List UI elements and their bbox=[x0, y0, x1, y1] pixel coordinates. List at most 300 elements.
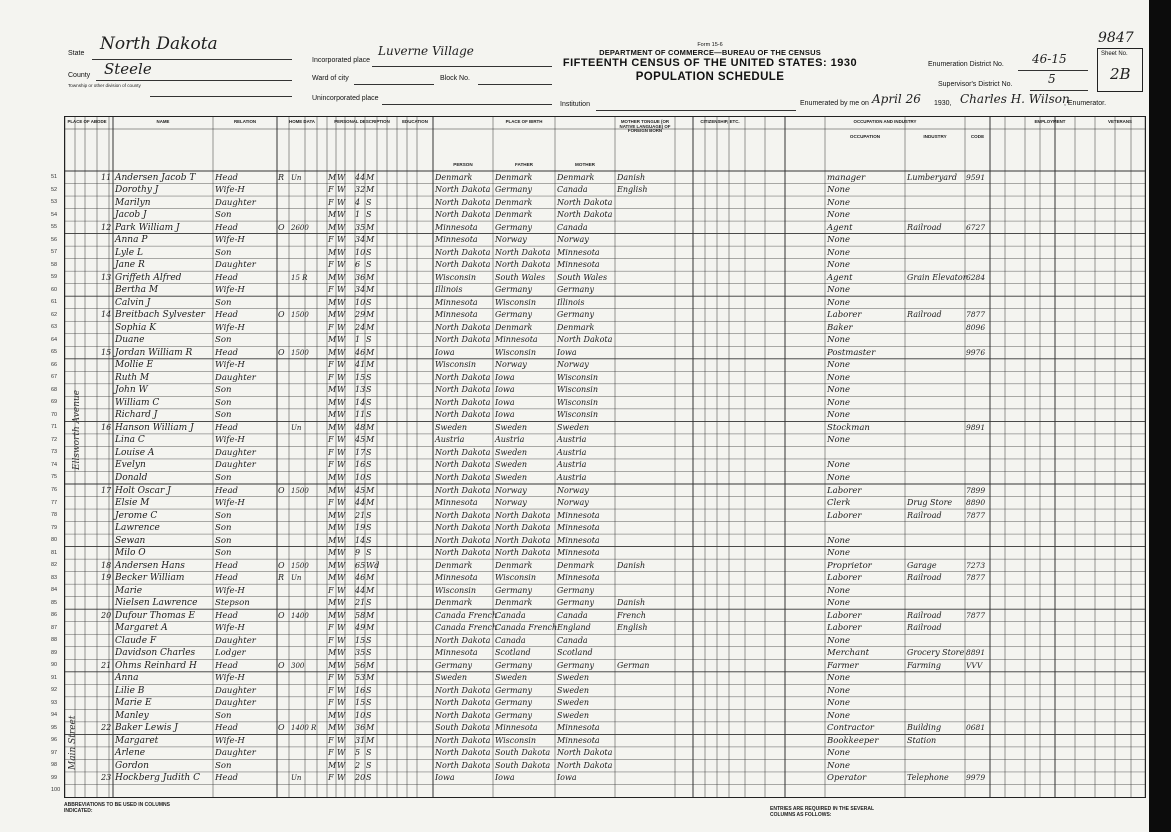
row-race: W bbox=[337, 272, 346, 282]
row-relation: Wife-H bbox=[215, 623, 245, 634]
row-age: 32 bbox=[355, 185, 366, 195]
row-occupation: Agent bbox=[827, 272, 853, 283]
row-marital: S bbox=[366, 297, 372, 307]
row-sex: M bbox=[328, 660, 337, 670]
row-occupation: None bbox=[827, 535, 851, 546]
row-occupation: Proprietor bbox=[827, 560, 872, 571]
row-birth: North Dakota bbox=[435, 748, 491, 758]
row-age: 21 bbox=[355, 510, 366, 520]
row-mother: Sweden bbox=[557, 685, 590, 695]
row-occupation: None bbox=[827, 360, 851, 371]
row-sex: F bbox=[328, 372, 334, 382]
row-line: 87 bbox=[51, 624, 58, 631]
row-occupation: Laborer bbox=[827, 623, 862, 634]
row-occupation: None bbox=[827, 385, 851, 396]
row-occupation: None bbox=[827, 235, 851, 246]
row-race: W bbox=[337, 710, 346, 720]
ward-label: Ward of city bbox=[312, 75, 349, 82]
row-birth: North Dakota bbox=[435, 760, 491, 770]
sheet-label: Sheet No. bbox=[1101, 51, 1128, 57]
row-mother: North Dakota bbox=[557, 335, 613, 345]
row-father: Denmark bbox=[495, 322, 533, 332]
row-sex: F bbox=[328, 498, 334, 508]
row-age: 15 bbox=[355, 372, 366, 382]
row-occupation: None bbox=[827, 247, 851, 258]
column-group-header: NAME bbox=[156, 119, 170, 124]
row-father: Norway bbox=[495, 485, 527, 495]
row-line: 58 bbox=[51, 261, 58, 268]
row-age: 6 bbox=[355, 260, 361, 270]
row-name: Bertha M bbox=[115, 285, 159, 296]
row-race: W bbox=[337, 510, 346, 520]
row-name: Richard J bbox=[115, 410, 158, 421]
enum-district-value: 46-15 bbox=[1032, 52, 1067, 66]
row-father: Sweden bbox=[495, 422, 528, 432]
row-sex: M bbox=[328, 335, 337, 345]
abbrev-title: ABBREVIATIONS TO BE USED IN COLUMNS INDICATED: bbox=[64, 802, 170, 814]
row-sex: F bbox=[328, 285, 334, 295]
row-age: 4 bbox=[355, 197, 361, 207]
row-marital: M bbox=[366, 485, 375, 495]
row-occupation: Laborer bbox=[827, 573, 862, 584]
row-marital: M bbox=[366, 347, 375, 357]
row-sex: M bbox=[328, 485, 337, 495]
row-sex: F bbox=[328, 623, 334, 633]
county-label: County bbox=[68, 72, 91, 79]
row-value: 1400 bbox=[291, 611, 309, 620]
row-owned: O bbox=[278, 222, 285, 232]
row-marital: S bbox=[366, 748, 372, 758]
row-sex: M bbox=[328, 210, 337, 220]
row-occupation: Clerk bbox=[827, 498, 851, 509]
row-race: W bbox=[337, 610, 346, 620]
row-race: W bbox=[337, 460, 346, 470]
row-industry: Farming bbox=[907, 660, 942, 670]
row-line: 63 bbox=[51, 324, 58, 331]
column-group-header: HOME DATA bbox=[289, 119, 315, 124]
row-name: Nielsen Lawrence bbox=[115, 598, 198, 609]
row-birth: Canada French bbox=[435, 610, 498, 620]
row-name: Becker William bbox=[115, 573, 185, 584]
row-race: W bbox=[337, 197, 346, 207]
row-age: 16 bbox=[355, 685, 366, 695]
row-race: W bbox=[337, 673, 346, 683]
row-tongue: Danish bbox=[617, 598, 646, 608]
row-name: Baker Lewis J bbox=[115, 723, 178, 734]
enumerated-year: 1930, bbox=[934, 100, 952, 107]
row-line: 95 bbox=[51, 724, 58, 731]
row-sex: M bbox=[328, 573, 337, 583]
row-marital: S bbox=[366, 635, 372, 645]
row-value: 15 R bbox=[291, 273, 308, 282]
row-age: 65 bbox=[355, 560, 366, 570]
row-father: North Dakota bbox=[495, 548, 551, 558]
column-group-header: PERSONAL DESCRIPTION bbox=[334, 119, 390, 124]
row-birth: Minnesota bbox=[435, 573, 478, 583]
supervisor-line bbox=[1030, 78, 1088, 91]
row-mother: Canada bbox=[557, 185, 588, 195]
row-tongue: German bbox=[617, 660, 650, 670]
township-line bbox=[150, 84, 292, 97]
row-code: 7273 bbox=[966, 560, 986, 570]
row-birth: Denmark bbox=[435, 172, 473, 182]
entries-note: ENTRIES ARE REQUIRED IN THE SEVERAL COLUMNS AS FOLLOWS: bbox=[770, 806, 874, 818]
row-relation: Son bbox=[215, 335, 232, 346]
row-marital: S bbox=[366, 760, 372, 770]
row-father: Wisconsin bbox=[495, 347, 537, 357]
row-name: Jerome C bbox=[115, 510, 158, 521]
row-line: 88 bbox=[51, 637, 58, 644]
row-birth: North Dakota bbox=[435, 322, 491, 332]
row-occupation: Farmer bbox=[827, 660, 859, 671]
row-marital: S bbox=[366, 260, 372, 270]
row-sex: M bbox=[328, 272, 337, 282]
row-occupation: None bbox=[827, 185, 851, 196]
row-marital: M bbox=[366, 310, 375, 320]
row-mother: Germany bbox=[557, 598, 594, 608]
row-line: 59 bbox=[51, 274, 58, 281]
row-age: 16 bbox=[355, 460, 366, 470]
row-marital: M bbox=[366, 498, 375, 508]
row-sex: M bbox=[328, 172, 337, 182]
row-industry: Railroad bbox=[907, 610, 942, 620]
row-marital: S bbox=[366, 685, 372, 695]
row-occupation: Baker bbox=[827, 322, 853, 333]
row-age: 34 bbox=[355, 285, 366, 295]
row-owned: R bbox=[278, 172, 285, 182]
row-industry: Drug Store bbox=[907, 498, 953, 508]
row-line: 79 bbox=[51, 524, 58, 531]
row-age: 19 bbox=[355, 523, 366, 533]
row-birth: Minnesota bbox=[435, 648, 478, 658]
row-mother: Germany bbox=[557, 660, 594, 670]
row-relation: Head bbox=[215, 773, 238, 784]
row-occupation: None bbox=[827, 472, 851, 483]
row-name: Arlene bbox=[115, 748, 146, 759]
row-age: 11 bbox=[355, 410, 366, 420]
enum-district-label: Enumeration District No. bbox=[928, 61, 1004, 68]
row-mother: Canada bbox=[557, 610, 588, 620]
row-birth: North Dakota bbox=[435, 260, 491, 270]
row-father: South Wales bbox=[495, 272, 546, 282]
row-race: W bbox=[337, 773, 346, 783]
row-line: 70 bbox=[51, 411, 58, 418]
row-marital: M bbox=[366, 272, 375, 282]
row-mother: Sweden bbox=[557, 710, 590, 720]
row-tongue: Danish bbox=[617, 172, 646, 182]
row-race: W bbox=[337, 335, 346, 345]
row-birth: Minnesota bbox=[435, 498, 478, 508]
row-father: Iowa bbox=[495, 385, 515, 395]
row-age: 34 bbox=[355, 235, 366, 245]
row-mother: Austria bbox=[557, 447, 587, 457]
row-marital: S bbox=[366, 197, 372, 207]
row-father: Iowa bbox=[495, 372, 515, 382]
row-sex: F bbox=[328, 635, 334, 645]
row-birth: North Dakota bbox=[435, 548, 491, 558]
row-father: Wisconsin bbox=[495, 297, 537, 307]
row-line: 93 bbox=[51, 699, 58, 706]
row-sex: M bbox=[328, 410, 337, 420]
row-mother: Wisconsin bbox=[557, 372, 599, 382]
row-name: Davidson Charles bbox=[115, 648, 196, 659]
row-age: 36 bbox=[355, 272, 366, 282]
row-birth: Denmark bbox=[435, 598, 473, 608]
row-relation: Head bbox=[215, 272, 238, 283]
row-father: Germany bbox=[495, 685, 532, 695]
row-relation: Son bbox=[215, 548, 232, 559]
row-dwelling: 13 bbox=[101, 272, 112, 282]
row-name: Jordan William R bbox=[115, 347, 193, 358]
row-mother: Minnesota bbox=[557, 523, 600, 533]
row-age: 53 bbox=[355, 673, 366, 683]
row-birth: North Dakota bbox=[435, 735, 491, 745]
row-relation: Head bbox=[215, 610, 238, 621]
row-mother: Norway bbox=[557, 485, 589, 495]
row-relation: Daughter bbox=[215, 460, 256, 471]
row-line: 92 bbox=[51, 687, 58, 694]
row-sex: F bbox=[328, 260, 334, 270]
row-line: 96 bbox=[51, 737, 58, 744]
row-father: South Dakota bbox=[495, 748, 551, 758]
row-occupation: None bbox=[827, 698, 851, 709]
row-relation: Daughter bbox=[215, 685, 256, 696]
row-relation: Head bbox=[215, 310, 238, 321]
row-line: 68 bbox=[51, 386, 58, 393]
row-birth: Germany bbox=[435, 660, 472, 670]
row-birth: North Dakota bbox=[435, 447, 491, 457]
row-occupation: None bbox=[827, 335, 851, 346]
row-name: Jacob J bbox=[115, 210, 147, 221]
row-code: 7877 bbox=[966, 310, 986, 320]
column-group-header: MOTHER TONGUE (OR NATIVE LANGUAGE) OF FOREIGN BORN bbox=[619, 119, 671, 134]
department: DEPARTMENT OF COMMERCE—BUREAU OF THE CENSUS bbox=[599, 48, 821, 57]
row-mother: Minnesota bbox=[557, 573, 600, 583]
row-mother: Minnesota bbox=[557, 735, 600, 745]
row-race: W bbox=[337, 185, 346, 195]
row-race: W bbox=[337, 760, 346, 770]
row-name: Sophia K bbox=[115, 322, 156, 333]
row-relation: Son bbox=[215, 297, 232, 308]
row-dwelling: 11 bbox=[101, 172, 112, 182]
row-relation: Lodger bbox=[215, 648, 246, 659]
row-birth: Iowa bbox=[435, 347, 455, 357]
row-name: Jane R bbox=[115, 260, 145, 271]
row-race: W bbox=[337, 623, 346, 633]
row-age: 13 bbox=[355, 385, 366, 395]
row-value: Un bbox=[291, 173, 302, 182]
row-marital: S bbox=[366, 648, 372, 658]
row-code: 7899 bbox=[966, 485, 986, 495]
row-code: 8096 bbox=[966, 322, 986, 332]
column-group-header: RELATION bbox=[233, 119, 257, 124]
row-name: Lyle L bbox=[115, 247, 143, 258]
row-birth: North Dakota bbox=[435, 335, 491, 345]
row-father: Norway bbox=[495, 235, 527, 245]
row-sex: M bbox=[328, 710, 337, 720]
row-tongue: English bbox=[617, 623, 648, 633]
row-sex: F bbox=[328, 185, 334, 195]
row-birth: North Dakota bbox=[435, 247, 491, 257]
row-relation: Son bbox=[215, 760, 232, 771]
row-marital: S bbox=[366, 710, 372, 720]
row-line: 97 bbox=[51, 749, 58, 756]
row-birth: Minnesota bbox=[435, 235, 478, 245]
row-tongue: French bbox=[617, 610, 646, 620]
column-group-header: PLACE OF BIRTH bbox=[505, 119, 543, 124]
row-marital: M bbox=[366, 623, 375, 633]
row-line: 69 bbox=[51, 399, 58, 406]
row-dwelling: 20 bbox=[101, 610, 112, 620]
row-birth: South Dakota bbox=[435, 723, 491, 733]
birth-subheader: PERSON bbox=[453, 162, 473, 167]
row-race: W bbox=[337, 735, 346, 745]
row-line: 90 bbox=[51, 662, 58, 669]
row-birth: North Dakota bbox=[435, 197, 491, 207]
block-line bbox=[478, 72, 552, 85]
row-age: 44 bbox=[355, 498, 366, 508]
row-sex: F bbox=[328, 322, 334, 332]
row-mother: Wisconsin bbox=[557, 385, 599, 395]
row-marital: S bbox=[366, 410, 372, 420]
row-sex: M bbox=[328, 347, 337, 357]
column-group-header: EMPLOYMENT bbox=[1034, 119, 1066, 124]
row-code: 7877 bbox=[966, 610, 986, 620]
row-father: Germany bbox=[495, 185, 532, 195]
row-relation: Wife-H bbox=[215, 585, 245, 596]
row-father: North Dakota bbox=[495, 523, 551, 533]
row-relation: Wife-H bbox=[215, 235, 245, 246]
row-industry: Telephone bbox=[907, 773, 949, 783]
form-number: Form 15-6 bbox=[697, 42, 723, 48]
row-industry: Garage bbox=[907, 560, 937, 570]
row-name: Claude F bbox=[115, 635, 157, 646]
row-relation: Son bbox=[215, 510, 232, 521]
row-occupation: None bbox=[827, 585, 851, 596]
row-owned: O bbox=[278, 660, 285, 670]
row-age: 10 bbox=[355, 247, 366, 257]
row-age: 21 bbox=[355, 598, 366, 608]
row-dwelling: 19 bbox=[101, 573, 112, 583]
row-race: W bbox=[337, 685, 346, 695]
row-name: Dufour Thomas E bbox=[115, 610, 195, 621]
row-relation: Wife-H bbox=[215, 735, 245, 746]
row-sex: M bbox=[328, 560, 337, 570]
row-race: W bbox=[337, 447, 346, 457]
row-father: Wisconsin bbox=[495, 735, 537, 745]
row-mother: Austria bbox=[557, 460, 587, 470]
row-relation: Son bbox=[215, 247, 232, 258]
row-line: 85 bbox=[51, 599, 58, 606]
row-mother: Germany bbox=[557, 285, 594, 295]
row-birth: Minnesota bbox=[435, 222, 478, 232]
row-relation: Wife-H bbox=[215, 360, 245, 371]
row-name: Breitbach Sylvester bbox=[115, 310, 205, 321]
row-line: 65 bbox=[51, 349, 58, 356]
row-line: 91 bbox=[51, 674, 58, 681]
row-mother: Minnesota bbox=[557, 535, 600, 545]
row-sex: F bbox=[328, 360, 334, 370]
row-relation: Daughter bbox=[215, 635, 256, 646]
row-tongue: Danish bbox=[617, 560, 646, 570]
row-father: Norway bbox=[495, 360, 527, 370]
row-name: Marilyn bbox=[115, 197, 151, 208]
row-mother: Sweden bbox=[557, 698, 590, 708]
row-age: 35 bbox=[355, 222, 366, 232]
row-sex: M bbox=[328, 510, 337, 520]
title-block bbox=[560, 42, 860, 83]
row-father: Denmark bbox=[495, 172, 533, 182]
row-relation: Son bbox=[215, 523, 232, 534]
row-birth: North Dakota bbox=[435, 485, 491, 495]
row-industry: Railroad bbox=[907, 222, 942, 232]
row-value: 2600 bbox=[291, 223, 309, 232]
row-birth: North Dakota bbox=[435, 535, 491, 545]
row-race: W bbox=[337, 573, 346, 583]
row-sex: F bbox=[328, 748, 334, 758]
sheet-box bbox=[1097, 48, 1143, 92]
row-birth: North Dakota bbox=[435, 460, 491, 470]
row-race: W bbox=[337, 498, 346, 508]
row-age: 14 bbox=[355, 535, 366, 545]
row-industry: Grocery Store bbox=[907, 648, 965, 658]
row-birth: North Dakota bbox=[435, 635, 491, 645]
row-line: 57 bbox=[51, 249, 58, 256]
row-relation: Head bbox=[215, 172, 238, 183]
row-dwelling: 15 bbox=[101, 347, 112, 357]
enumerated-label: Enumerated by me on bbox=[800, 100, 869, 107]
row-occupation: Merchant bbox=[827, 648, 869, 659]
row-age: 17 bbox=[355, 447, 366, 457]
row-race: W bbox=[337, 385, 346, 395]
row-line: 60 bbox=[51, 286, 58, 293]
row-dwelling: 16 bbox=[101, 422, 112, 432]
row-race: W bbox=[337, 372, 346, 382]
unincorporated-label: Unincorporated place bbox=[312, 95, 379, 102]
row-name: Ohms Reinhard H bbox=[115, 660, 197, 671]
row-line: 75 bbox=[51, 474, 58, 481]
row-code: 6284 bbox=[966, 272, 986, 282]
row-owned: O bbox=[278, 610, 285, 620]
row-value: 1400 R bbox=[291, 724, 317, 733]
row-occupation: None bbox=[827, 548, 851, 559]
row-code: 6727 bbox=[966, 222, 986, 232]
row-marital: S bbox=[366, 598, 372, 608]
row-birth: Sweden bbox=[435, 673, 468, 683]
row-father: Germany bbox=[495, 710, 532, 720]
row-code: 9976 bbox=[966, 347, 986, 357]
row-sex: M bbox=[328, 535, 337, 545]
row-age: 49 bbox=[355, 623, 366, 633]
row-age: 29 bbox=[355, 310, 366, 320]
row-father: Germany bbox=[495, 698, 532, 708]
row-father: Iowa bbox=[495, 397, 515, 407]
row-name: Marie E bbox=[115, 698, 152, 709]
row-relation: Wife-H bbox=[215, 322, 245, 333]
row-occupation: None bbox=[827, 710, 851, 721]
row-marital: S bbox=[366, 397, 372, 407]
row-line: 78 bbox=[51, 512, 58, 519]
row-occupation: None bbox=[827, 748, 851, 759]
row-father: North Dakota bbox=[495, 260, 551, 270]
row-mother: South Wales bbox=[557, 272, 608, 282]
row-sex: M bbox=[328, 422, 337, 432]
row-birth: Austria bbox=[435, 435, 465, 445]
row-occupation: None bbox=[827, 297, 851, 308]
row-marital: M bbox=[366, 573, 375, 583]
row-birth: North Dakota bbox=[435, 685, 491, 695]
sheet-value: 2B bbox=[1110, 65, 1131, 83]
